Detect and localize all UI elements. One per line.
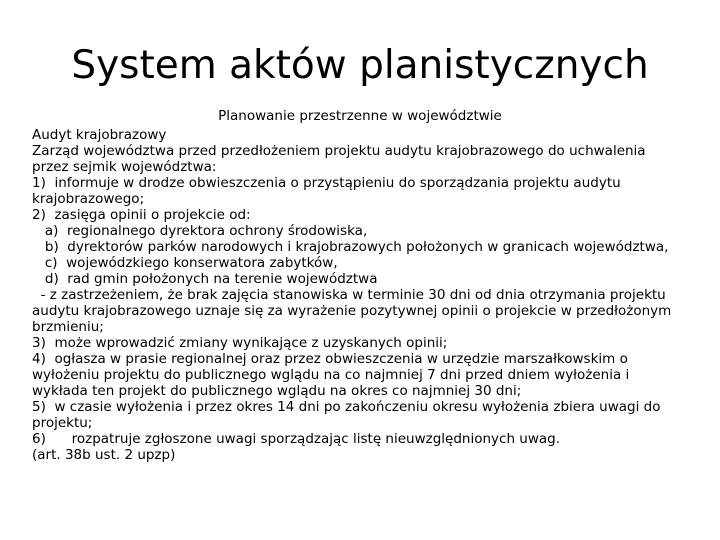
- body-line: wyłożeniu projektu do publicznego wglądu na co najmniej 7 dni przed dniem wyłożenia i: [32, 367, 630, 383]
- body-line: 5) w czasie wyłożenia i przez okres 14 dni po zakończeniu okresu wyłożenia zbiera uwagi do: [32, 399, 661, 415]
- body-line: przez sejmik województwa:: [32, 159, 217, 175]
- body-line: 4) ogłasza w prasie regionalnej oraz przez obwieszczenia w urzędzie marszałkowskim o: [32, 351, 628, 367]
- body-line: 1) informuje w drodze obwieszczenia o przystąpieniu do sporządzania projektu audytu: [32, 175, 621, 191]
- slide-body: [32, 127, 704, 463]
- body-line: a) regionalnego dyrektora ochrony środowiska,: [32, 223, 368, 239]
- body-line: krajobrazowego;: [32, 191, 145, 207]
- body-line: Zarząd województwa przed przedłożeniem projektu audytu krajobrazowego do uchwalenia: [32, 143, 646, 159]
- body-line: - z zastrzeżeniem, że brak zajęcia stanowiska w terminie 30 dni od dnia otrzymania projektu: [32, 287, 666, 303]
- body-line: c) wojewódzkiego konserwatora zabytków,: [32, 255, 338, 271]
- body-line: 6) rozpatruje zgłoszone uwagi sporządzając listę nieuwzględnionych uwag.: [32, 431, 561, 447]
- body-line: 2) zasięga opinii o projekcie od:: [32, 207, 251, 223]
- body-line: 3) może wprowadzić zmiany wynikające z uzyskanych opinii;: [32, 335, 448, 351]
- body-line: wykłada ten projekt do publicznego wglądu na okres co najmniej 30 dni;: [32, 383, 522, 399]
- body-line: projektu;: [32, 415, 93, 431]
- body-line: brzmieniu;: [32, 319, 104, 335]
- slide-title: System aktów planistycznych: [71, 43, 649, 88]
- body-line: (art. 38b ust. 2 upzp): [32, 447, 176, 463]
- body-line: audytu krajobrazowego uznaje się za wyrażenie pozytywnej opinii o projekcie w przedłożonym: [32, 303, 672, 319]
- slide-subtitle: Planowanie przestrzenne w województwie: [218, 108, 502, 124]
- body-heading: Audyt krajobrazowy: [32, 127, 167, 143]
- body-line: b) dyrektorów parków narodowych i krajobrazowych położonych w granicach województwa,: [32, 239, 669, 255]
- body-line: d) rad gmin położonych na terenie województwa: [32, 271, 378, 287]
